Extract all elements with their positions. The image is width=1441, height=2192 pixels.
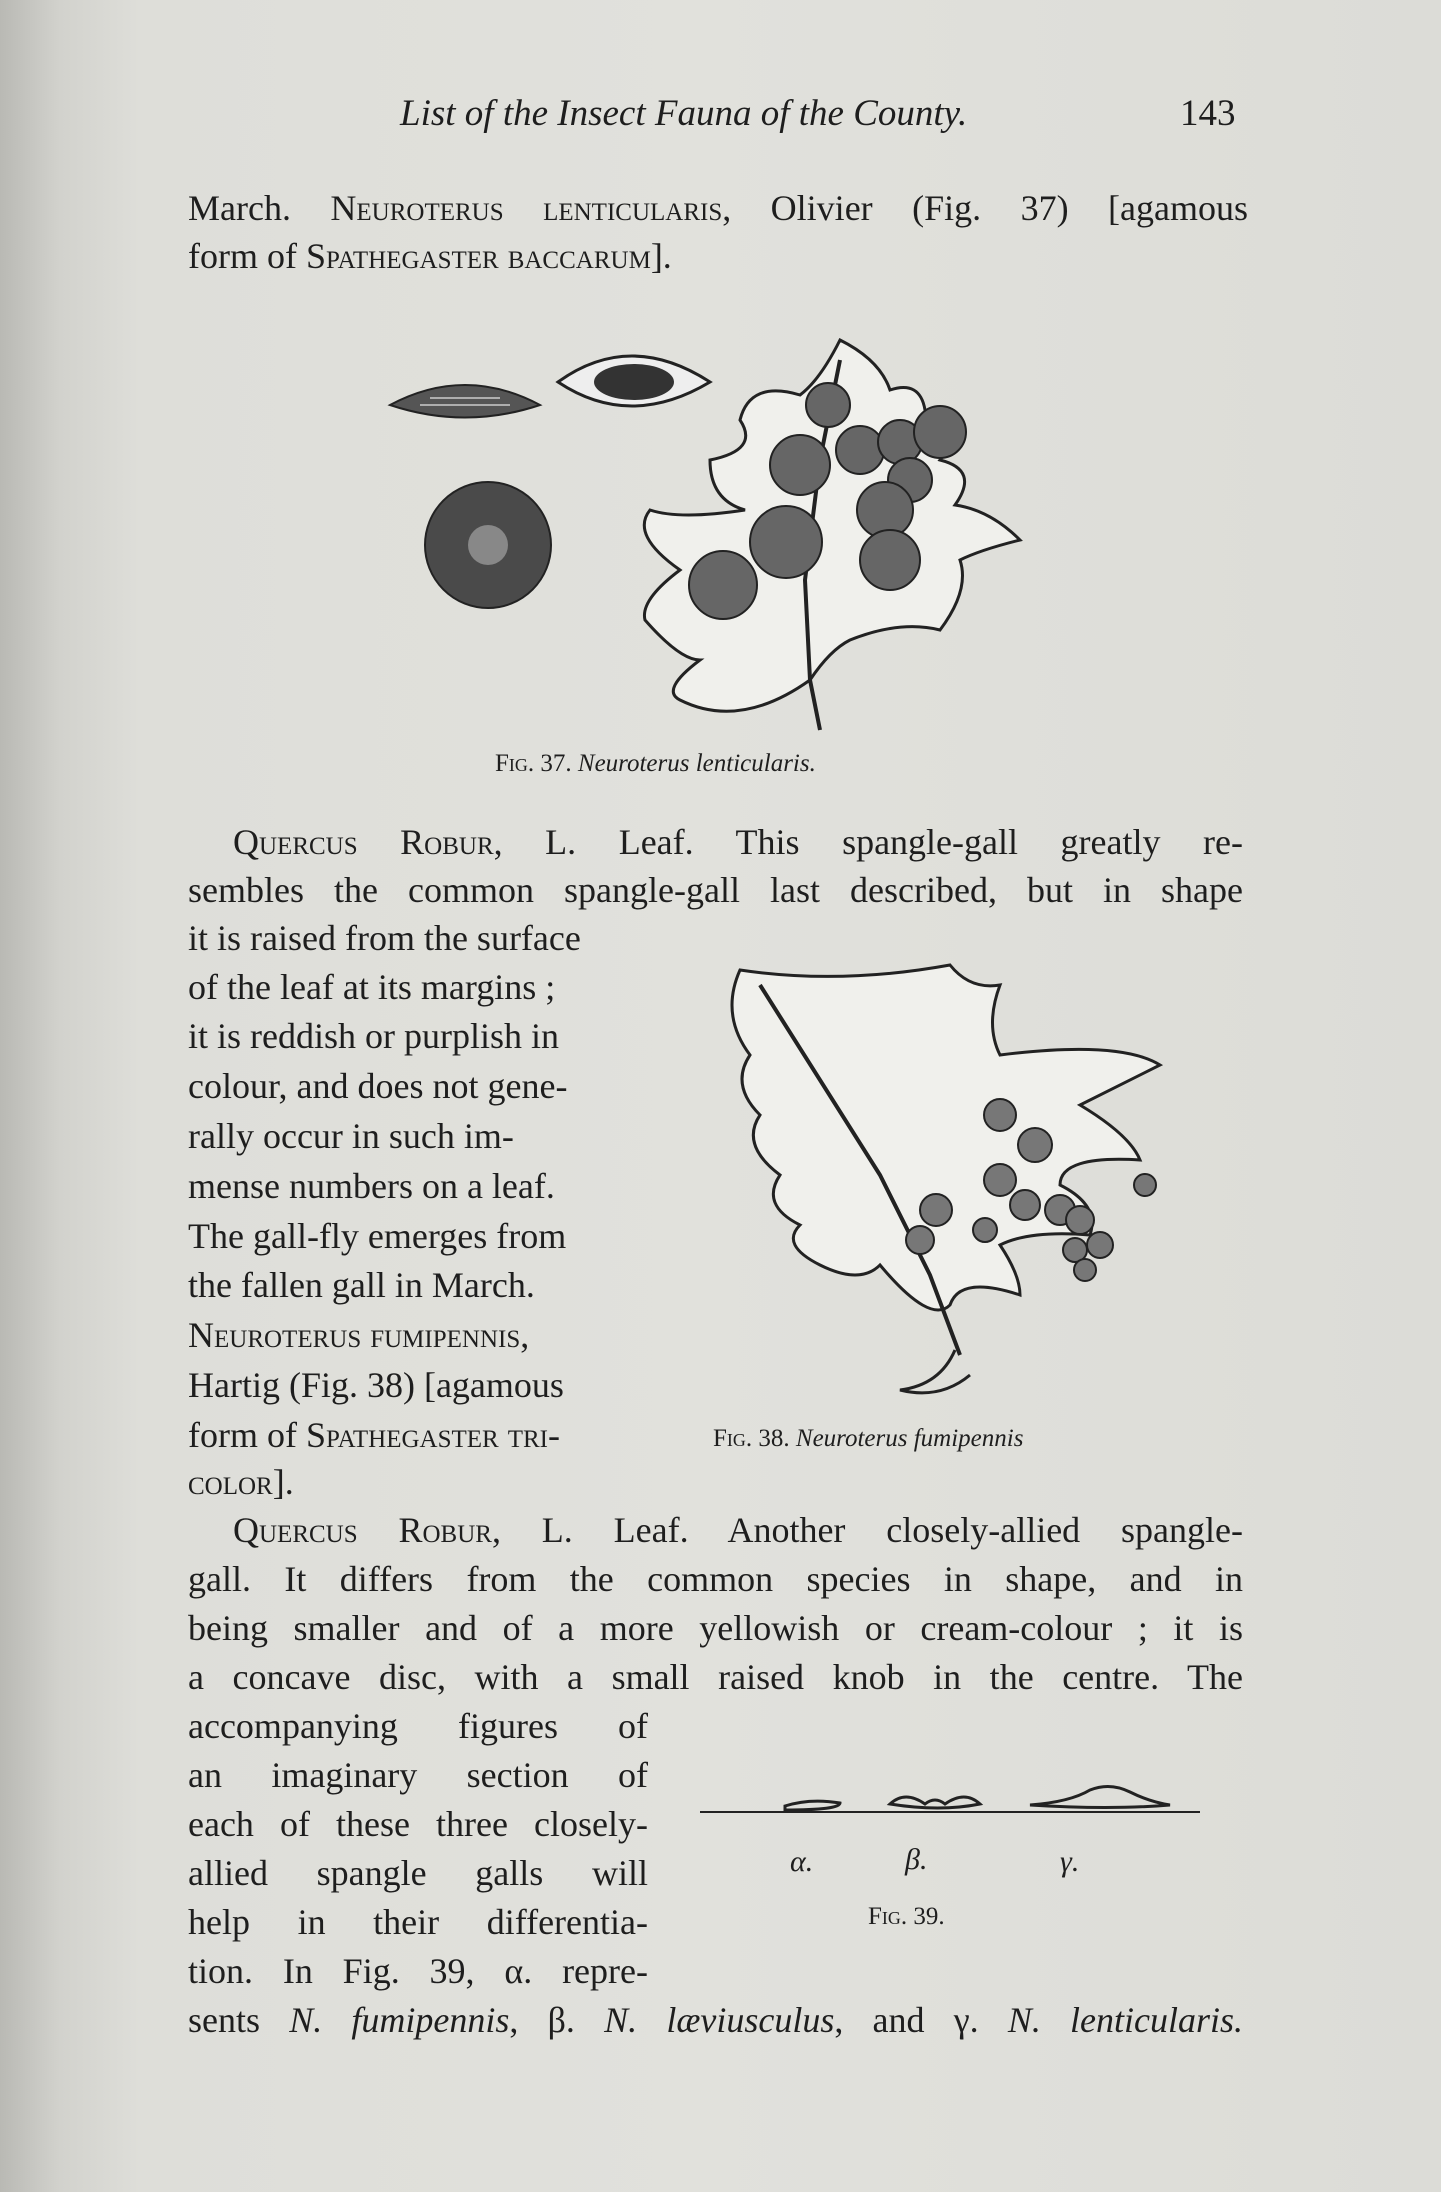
text-line: March. Neuroterus lenticularis, Olivier (Fig. 37) [agamous bbox=[188, 188, 1248, 228]
text-line: colour, and does not gene- bbox=[188, 1066, 568, 1106]
text-line: rally occur in such im- bbox=[188, 1116, 514, 1156]
text-line: an imaginary section of bbox=[188, 1755, 648, 1795]
species-name: color bbox=[188, 1462, 273, 1502]
fig39-beta-label: β. bbox=[905, 1843, 928, 1876]
text-line: gall. It differs from the common species in shape, and in bbox=[188, 1559, 1243, 1599]
figure-39-illustration bbox=[690, 1760, 1210, 1830]
text-line: Hartig (Fig. 38) [agamous bbox=[188, 1365, 564, 1405]
text-line: the fallen gall in March. bbox=[188, 1265, 535, 1305]
text-line: sembles the common spangle-gall last described, but in shape bbox=[188, 870, 1243, 910]
text-line: tion. In Fig. 39, α. repre- bbox=[188, 1951, 648, 1991]
text-line: allied spangle galls will bbox=[188, 1853, 648, 1893]
text-line: form of Spathegaster tri- bbox=[188, 1415, 560, 1455]
figure-38-caption: Fig. 38. Neuroterus fumipennis bbox=[713, 1425, 1024, 1452]
species-name: N. lenticularis. bbox=[1007, 2000, 1244, 2040]
text-line: it is raised from the surface bbox=[188, 918, 581, 958]
fig39-gamma-label: γ. bbox=[1060, 1845, 1080, 1878]
text-line: of the leaf at its margins ; bbox=[188, 967, 556, 1007]
figure-37-illustration bbox=[380, 320, 1260, 750]
figure-37-caption: Fig. 37. Neuroterus lenticularis. bbox=[495, 750, 816, 777]
species-name: N. læviusculus bbox=[604, 2000, 835, 2040]
text-line: mense numbers on a leaf. bbox=[188, 1166, 555, 1206]
text-line: it is reddish or purplish in bbox=[188, 1016, 559, 1056]
plant-name: Quercus Robur bbox=[233, 1510, 492, 1550]
text-line: each of these three closely- bbox=[188, 1804, 648, 1844]
text-line: help in their differentia- bbox=[188, 1902, 648, 1942]
text-line: accompanying figures of bbox=[188, 1706, 648, 1746]
species-name: N. fumipennis bbox=[289, 2000, 510, 2040]
text-line: Quercus Robur, L. Leaf. Another closely-allied spangle- bbox=[233, 1510, 1243, 1550]
text-line: Neuroterus fumipennis, bbox=[188, 1315, 530, 1355]
text-line: form of Spathegaster baccarum]. bbox=[188, 236, 672, 276]
text-line: a concave disc, with a small raised knob in the centre. The bbox=[188, 1657, 1243, 1697]
plant-name: Quercus Robur bbox=[233, 822, 494, 862]
figure-39-caption: Fig. 39. bbox=[868, 1903, 945, 1930]
text-line: being smaller and of a more yellowish or cream-colour ; it is bbox=[188, 1608, 1243, 1648]
figure-38-illustration bbox=[700, 945, 1180, 1415]
text-line: The gall-fly emerges from bbox=[188, 1216, 567, 1256]
running-title: List of the Insect Fauna of the County. bbox=[400, 93, 968, 134]
species-name: Neuroterus fumipennis bbox=[188, 1315, 521, 1355]
page-number: 143 bbox=[1180, 93, 1236, 134]
species-name: Spathegaster baccarum bbox=[305, 236, 651, 276]
species-name: Spathegaster tri- bbox=[305, 1415, 560, 1455]
text-line: Quercus Robur, L. Leaf. This spangle-gall greatly re- bbox=[233, 822, 1243, 862]
species-name: Neuroterus lenticularis bbox=[330, 188, 723, 228]
text-line: color]. bbox=[188, 1462, 294, 1502]
text-line: sents N. fumipennis, β. N. læviusculus, and γ. N. lenticularis. bbox=[188, 2000, 1244, 2040]
fig39-alpha-label: α. bbox=[790, 1845, 814, 1878]
